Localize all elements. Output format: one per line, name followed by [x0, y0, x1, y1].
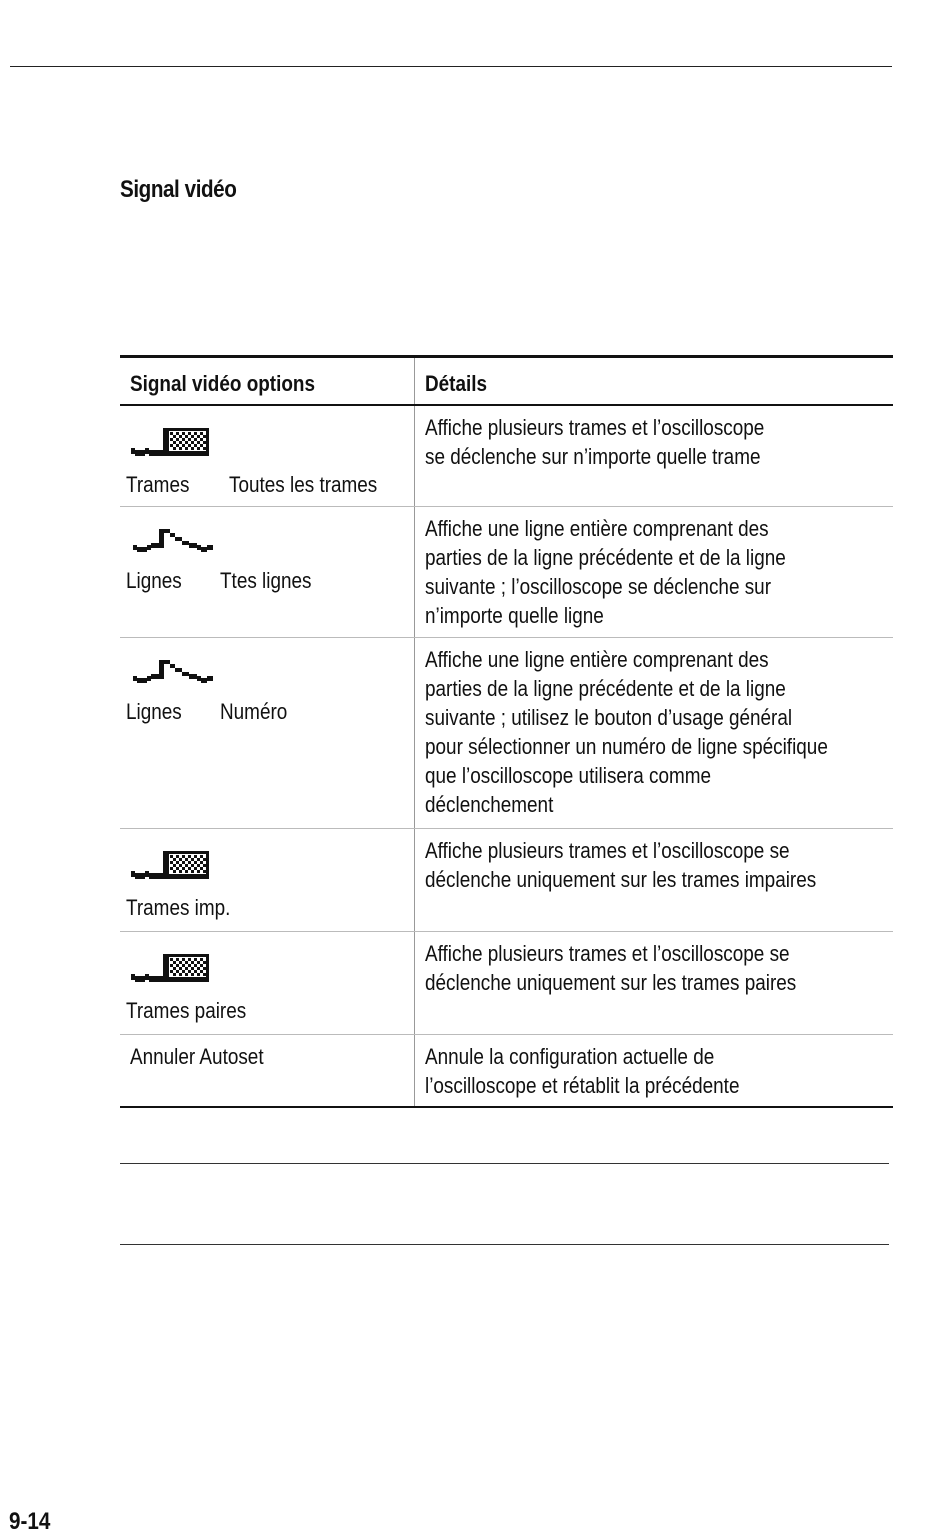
divider	[120, 1244, 889, 1245]
header-rule	[10, 66, 892, 67]
details-cell: Affiche une ligne entière comprenant des parties de la ligne précédente et de la ligne suivante ; l’oscilloscope se déclenche sur n’importe quelle ligne	[414, 507, 893, 638]
video-options-table	[120, 355, 893, 1108]
table-row	[120, 507, 893, 638]
table-row	[120, 405, 893, 507]
header-options: Signal vidéo options	[120, 357, 414, 405]
option-label: Lignes	[126, 568, 182, 593]
details-cell: Annule la configuration actuelle de l’oscilloscope et rétablit la précédente	[414, 1035, 893, 1107]
option-cell	[120, 638, 414, 829]
video-field-icon	[129, 849, 213, 883]
video-field-icon	[129, 952, 213, 986]
option-label: Annuler Autoset	[130, 1044, 264, 1069]
option-value: Ttes lignes	[220, 568, 312, 593]
option-cell	[120, 932, 414, 1035]
table-row	[120, 638, 893, 829]
details-cell: Affiche plusieurs trames et l’oscilloscope se déclenche uniquement sur les trames impaires	[414, 829, 893, 932]
video-line-icon	[129, 656, 217, 690]
details-cell: Affiche plusieurs trames et l’oscilloscope se déclenche sur n’importe quelle trame	[414, 405, 893, 507]
details-cell: Affiche plusieurs trames et l’oscilloscope se déclenche uniquement sur les trames paires	[414, 932, 893, 1035]
option-cell	[120, 405, 414, 507]
video-field-icon	[129, 426, 213, 460]
option-value: Numéro	[220, 699, 288, 724]
divider	[120, 1163, 889, 1164]
option-label: Lignes	[126, 699, 182, 724]
option-label: Trames	[126, 471, 190, 497]
option-label: Trames imp.	[126, 895, 231, 920]
option-cell	[120, 507, 414, 638]
table-row	[120, 1035, 893, 1107]
table-row	[120, 932, 893, 1035]
details-cell: Affiche une ligne entière comprenant des parties de la ligne précédente et de la ligne suivante ; utilisez le bouton d’usage général pour sélectionner un numéro de ligne spécifique que l’oscilloscope utilisera comme déclenchement	[414, 638, 893, 829]
page-number: 9-14	[9, 1508, 51, 1535]
section-title: Signal vidéo	[120, 176, 237, 203]
option-cell	[120, 1035, 414, 1107]
option-cell	[120, 829, 414, 932]
video-line-icon	[129, 525, 217, 559]
option-value: Toutes les trames	[229, 471, 378, 497]
header-details: Détails	[414, 357, 893, 405]
table-row	[120, 829, 893, 932]
option-label: Trames paires	[126, 998, 247, 1023]
table-header-row	[120, 357, 893, 405]
